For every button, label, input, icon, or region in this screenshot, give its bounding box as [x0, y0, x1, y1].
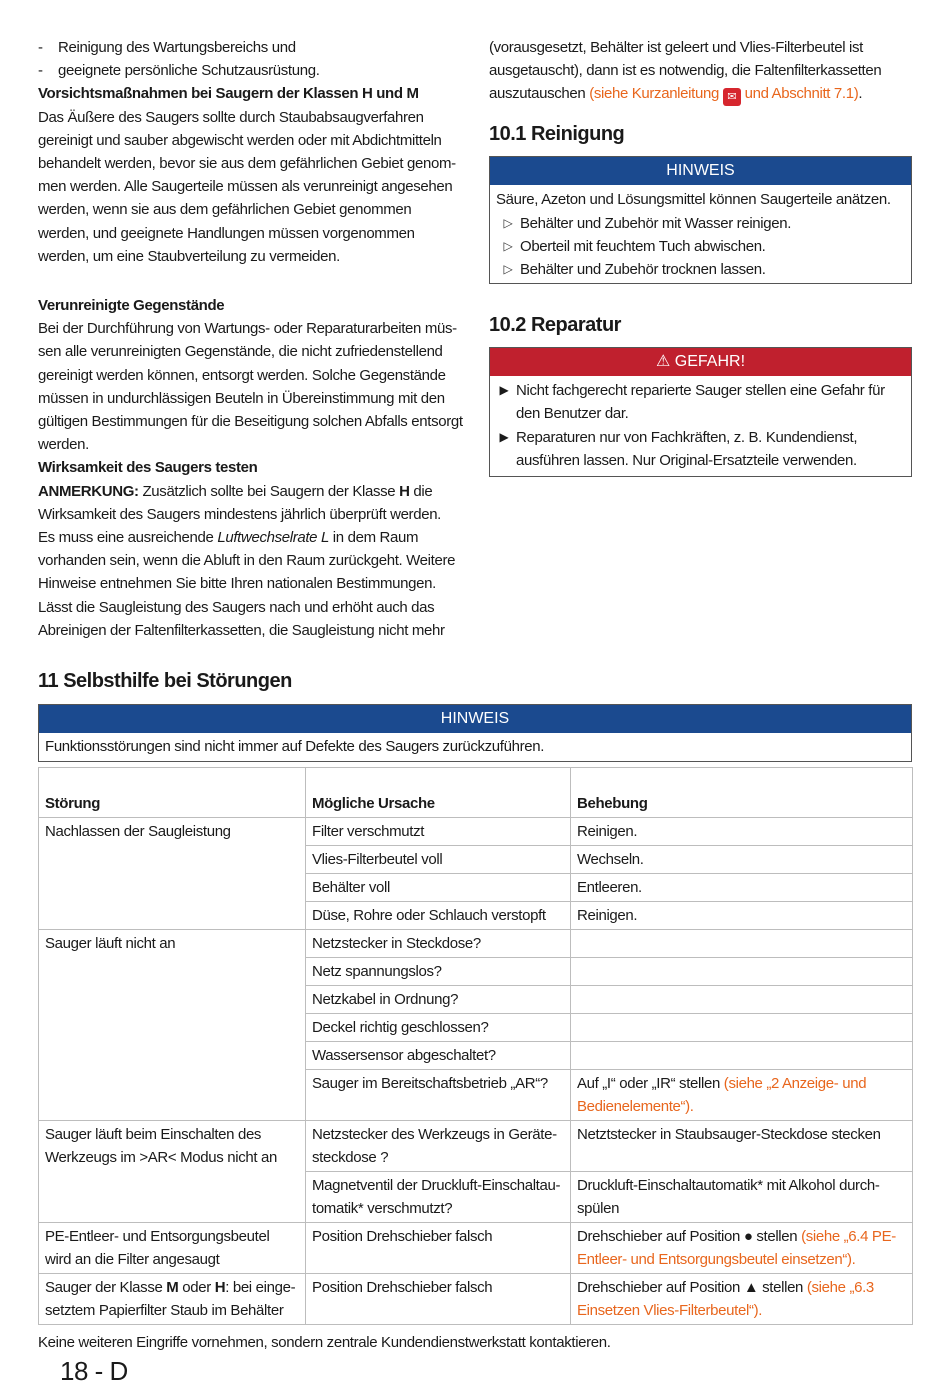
- danger-box: [489, 347, 912, 477]
- column-header: Mögliche Ursache: [306, 768, 571, 818]
- notice-box: [489, 156, 912, 284]
- remedy-cell: Druckluft-Einschaltautomatik* mit Alkohol durchspülen: [571, 1172, 913, 1223]
- table-row: [39, 1223, 913, 1274]
- section-11-title: 11 Selbsthilfe bei Störungen: [38, 670, 292, 692]
- list-item: - geeignete persönliche Schutzausrüstung.: [38, 62, 320, 80]
- remedy-cell: [571, 1014, 913, 1042]
- notice-box: [38, 704, 912, 762]
- page-number: 18 - D: [60, 1356, 128, 1386]
- problem-cell: Nachlassen der Saugleistung: [39, 818, 306, 930]
- troubleshooting-table: [38, 767, 913, 1325]
- link-section-6-4[interactable]: (siehe „6.4 PE-Entleer- und Entsorgungsbeutel einsetzen“).: [577, 1228, 896, 1268]
- cause-cell: Position Drehschieber falsch: [306, 1274, 571, 1325]
- notice-header: HINWEIS: [490, 157, 911, 185]
- problem-cell: Sauger läuft beim Einschalten des Werkzeugs im >AR< Modus nicht an: [39, 1121, 306, 1223]
- table-row: [39, 1274, 913, 1325]
- footer-note: Keine weiteren Eingriffe vornehmen, sondern zentrale Kundendienstwerkstatt kontaktieren.: [38, 1334, 611, 1351]
- paragraph-contaminated: Bei der Durchführung von Wartungs- oder Reparaturarbeiten müssen alle verunreinigten Gegenstände, die nicht zufriedenstellend gereinigt werden können, entsorgt werden. Solche Gegenstände müssen in undurchlässigen Beuteln in Übereinstimmung mit den gültigen Bestimmungen für die Beseitigung solchen Abfalls entsorgt werden.: [38, 320, 463, 454]
- heading-test: Wirksamkeit des Saugers testen: [38, 459, 258, 477]
- cause-cell: Deckel richtig geschlossen?: [306, 1014, 571, 1042]
- table-header-row: [39, 768, 913, 818]
- remedy-cell: [571, 1042, 913, 1070]
- right-column: [489, 36, 912, 477]
- link-section-2[interactable]: (siehe „2 Anzeige- und Bedienelemente“).: [577, 1075, 867, 1115]
- cause-cell: Sauger im Bereitschaftsbetrieb „AR“?: [306, 1070, 571, 1121]
- remedy-cell: [571, 986, 913, 1014]
- remedy-cell: [571, 958, 913, 986]
- column-header: Störung: [39, 768, 306, 818]
- cause-cell: Netzstecker in Steckdose?: [306, 930, 571, 958]
- table-row: [39, 818, 913, 846]
- section-10-1-title: 10.1 Reinigung: [489, 123, 625, 146]
- remedy-cell: Entleeren.: [571, 874, 913, 902]
- remedy-cell: Reinigen.: [571, 902, 913, 930]
- cause-cell: Düse, Rohre oder Schlauch verstopft: [306, 902, 571, 930]
- problem-cell: PE-Entleer- und Entsorgungsbeutel wird an die Filter angesaugt: [39, 1223, 306, 1274]
- remedy-cell: Drehschieber auf Position ● stellen (siehe „6.4 PE-Entleer- und Entsorgungsbeutel einsetzen“).: [571, 1223, 913, 1274]
- heading-contaminated: Verunreinigte Gegenstände: [38, 297, 225, 315]
- left-column: [38, 36, 466, 642]
- remedy-cell: Wechseln.: [571, 846, 913, 874]
- paragraph-suction: Lässt die Saugleistung des Saugers nach und erhöht auch das Abreinigen der Faltenfilterkassetten, die Saugleistung nicht mehr: [38, 598, 445, 639]
- quick-guide-icon: ✉: [723, 88, 741, 106]
- section-10-2-title: 10.2 Reparatur: [489, 314, 621, 337]
- remedy-cell: Netztstecker in Staubsauger-Steckdose stecken: [571, 1121, 913, 1172]
- cause-cell: Position Drehschieber falsch: [306, 1223, 571, 1274]
- table-row: [39, 1121, 913, 1172]
- list-item: - Reinigung des Wartungsbereichs und: [38, 39, 296, 56]
- cause-cell: Magnetventil der Druckluft-Einschaltautomatik* verschmutzt?: [306, 1172, 571, 1223]
- list-item: ▷ Behälter und Zubehör mit Wasser reinigen.: [503, 214, 792, 232]
- table-row: [39, 930, 913, 958]
- remedy-cell: Drehschieber auf Position ▲ stellen (siehe „6.3 Einsetzen Vlies-Filterbeutel“).: [571, 1274, 913, 1325]
- notice-header: HINWEIS: [39, 705, 911, 733]
- cause-cell: Behälter voll: [306, 874, 571, 902]
- remedy-cell: [571, 930, 913, 958]
- list-item: ▷ Oberteil mit feuchtem Tuch abwischen.: [503, 237, 766, 255]
- notice-text: Säure, Azeton und Lösungsmittel können Saugerteile anätzen.: [496, 191, 891, 209]
- danger-header: ⚠ GEFAHR!: [490, 348, 911, 376]
- link-section-6-3[interactable]: (siehe „6.3 Einsetzen Vlies-Filterbeutel“).: [577, 1279, 874, 1319]
- heading-precautions: Vorsichtsmaßnahmen bei Saugern der Klassen H und M: [38, 85, 419, 103]
- list-item: ▶ Reparaturen nur von Fachkräften, z. B. Kundendienst, ausführen lassen. Nur Original-Ersatzteile verwenden.: [499, 428, 858, 469]
- cause-cell: Vlies-Filterbeutel voll: [306, 846, 571, 874]
- remedy-cell: Reinigen.: [571, 818, 913, 846]
- cause-cell: Netzkabel in Ordnung?: [306, 986, 571, 1014]
- paragraph-precautions: Das Äußere des Saugers sollte durch Staubabsaugverfahren gereinigt und sauber abgewischt werden oder mit Abdichtmitteln behandelt werden, bevor sie aus dem gefährlichen Gebiet genommen werden. Alle Saugerteile müssen als verunreinigt angesehen werden, wenn sie aus dem gefährlichen Gebiet genommen werden, und geeignete Handlungen müssen vorgenommen werden, um eine Staubverteilung zu vermeiden.: [38, 108, 457, 265]
- link-quick-guide[interactable]: (siehe Kurzanleitung ✉ und Abschnitt 7.1): [589, 85, 858, 102]
- problem-cell: Sauger läuft nicht an: [39, 930, 306, 1121]
- cause-cell: Netzstecker des Werkzeugs in Gerätesteckdose ?: [306, 1121, 571, 1172]
- paragraph-note: ANMERKUNG: Zusätzlich sollte bei Saugern der Klasse H die Wirksamkeit des Saugers mindestens jährlich überprüft werden.: [38, 482, 442, 523]
- paragraph-continuation: (vorausgesetzt, Behälter ist geleert und Vlies-Filterbeutel ist ausgetauscht), dann ist es notwendig, die Faltenfilterkassetten auszutauschen (siehe Kurzanleitung ✉ und Abschnitt 7.1).: [489, 36, 912, 106]
- list-item: ▷ Behälter und Zubehör trocknen lassen.: [503, 261, 766, 279]
- cause-cell: Filter verschmutzt: [306, 818, 571, 846]
- cause-cell: Wassersensor abgeschaltet?: [306, 1042, 571, 1070]
- problem-cell: Sauger der Klasse M oder H: bei eingesetztem Papierfilter Staub im Behälter: [39, 1274, 306, 1325]
- list-item: ▶ Nicht fachgerecht reparierte Sauger stellen eine Gefahr für den Benutzer dar.: [499, 382, 885, 423]
- paragraph-air: Es muss eine ausreichende Luftwechselrate L in dem Raum vorhanden sein, wenn die Abluft in den Raum zurückgeht. Weitere Hinweise entnehmen Sie bitte Ihren nationalen Bestimmungen.: [38, 529, 456, 593]
- column-header: Behebung: [571, 768, 913, 818]
- notice-text: Funktionsstörungen sind nicht immer auf Defekte des Saugers zurückzuführen.: [45, 738, 545, 755]
- remedy-cell: Auf „I“ oder „IR“ stellen (siehe „2 Anzeige- und Bedienelemente“).: [571, 1070, 913, 1121]
- cause-cell: Netz spannungslos?: [306, 958, 571, 986]
